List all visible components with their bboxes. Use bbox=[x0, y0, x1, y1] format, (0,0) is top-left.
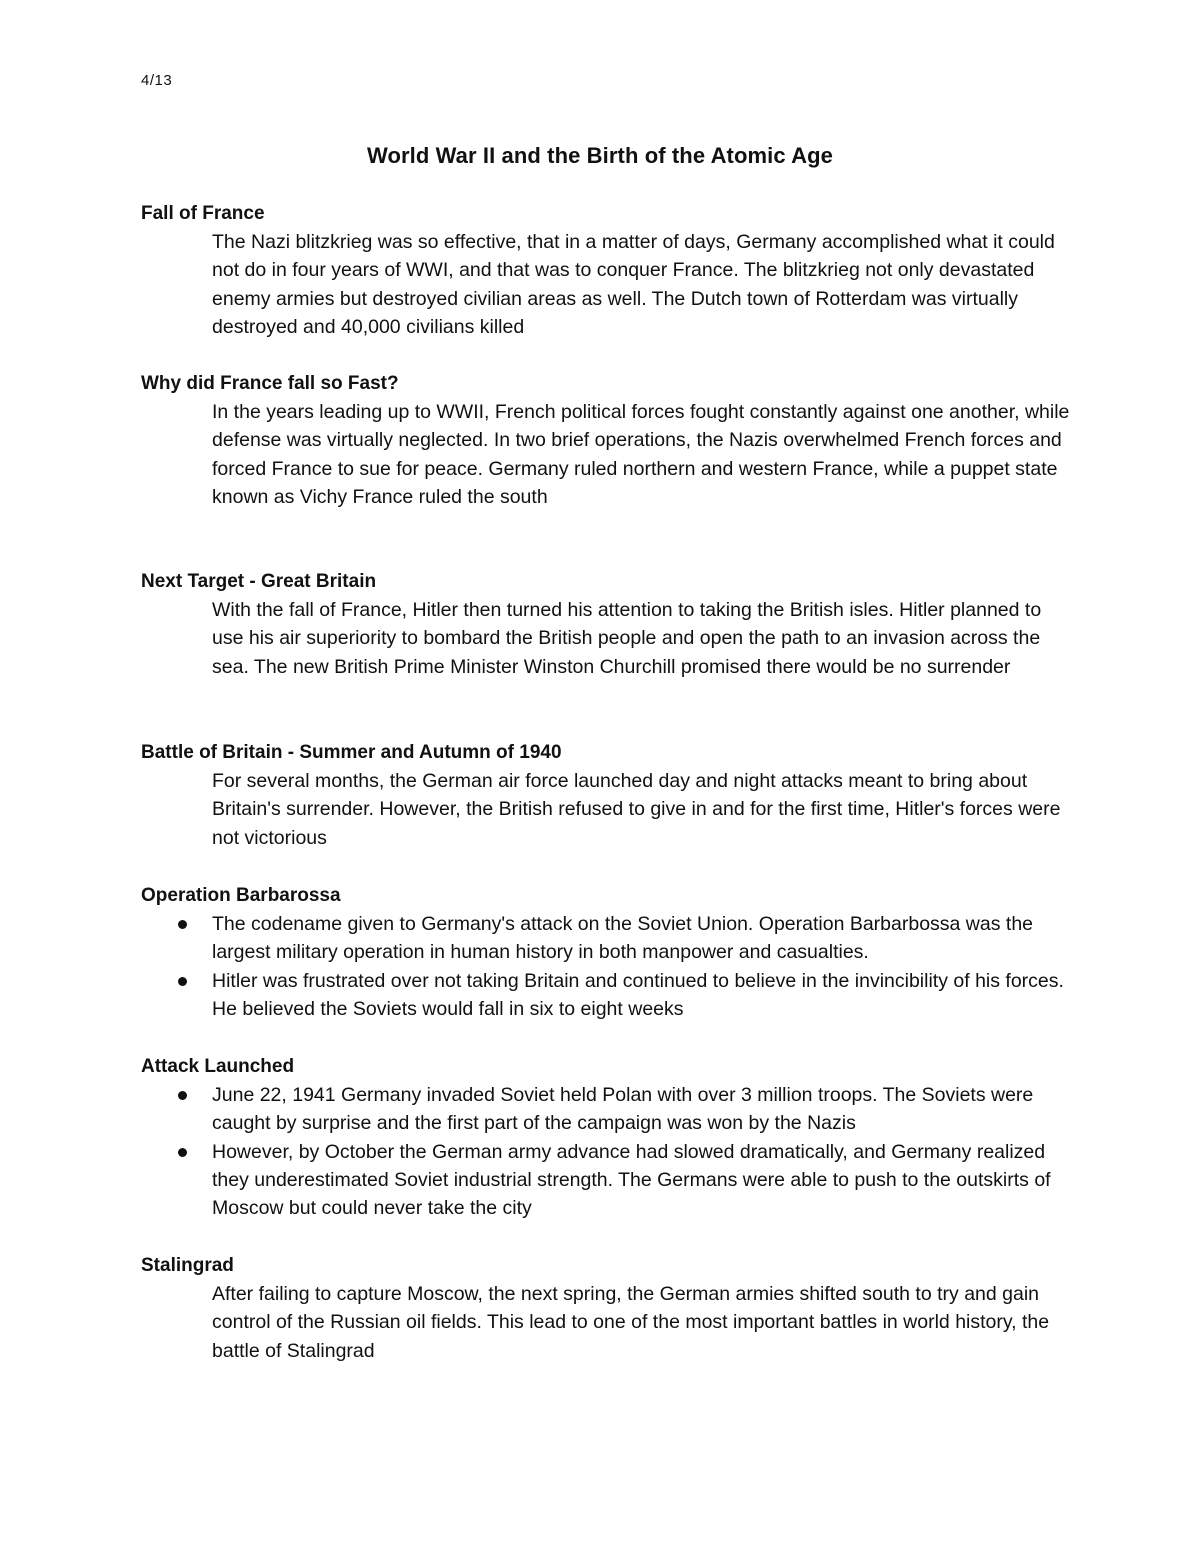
list-item bbox=[212, 1138, 1072, 1223]
section-operation-barbarossa bbox=[141, 882, 1071, 1023]
section-heading: Fall of France bbox=[141, 203, 265, 224]
bullet-list bbox=[141, 910, 1071, 1023]
list-item bbox=[212, 967, 1072, 1024]
section-paragraph: With the fall of France, Hitler then turned his attention to taking the British isles. Hitler planned to use his air superiority to bombard the British people and open the path to an invasion across the sea. The new British Prime Minister Winston Churchill promised there would be no surrender bbox=[212, 599, 1042, 678]
list-item-text: The codename given to Germany's attack on the Soviet Union. Operation Barbarbossa was the largest military operation in human history in both manpower and casualties. bbox=[212, 913, 1034, 964]
section-next-target-great-britain bbox=[141, 568, 1071, 681]
bullet-icon bbox=[178, 1091, 187, 1100]
bullet-list bbox=[141, 1081, 1071, 1222]
bullet-icon bbox=[178, 1148, 187, 1157]
section-heading: Operation Barbarossa bbox=[141, 885, 341, 906]
bullet-icon bbox=[178, 977, 187, 986]
section-heading: Stalingrad bbox=[141, 1255, 234, 1276]
section-heading: Attack Launched bbox=[141, 1056, 295, 1077]
list-item-text: Hitler was frustrated over not taking Britain and continued to believe in the invincibility of his forces. He believed the Soviets would fall in six to eight weeks bbox=[212, 969, 1064, 1020]
section-attack-launched bbox=[141, 1053, 1071, 1222]
section-paragraph: After failing to capture Moscow, the next spring, the German armies shifted south to try and gain control of the Russian oil fields. This lead to one of the most important battles in world history, the battle of Stalingrad bbox=[212, 1283, 1050, 1362]
section-paragraph: In the years leading up to WWII, French political forces fought constantly against one another, while defense was virtually neglected. In two brief operations, the Nazis overwhelmed French forces and forced France to sue for peace. Germany ruled northern and western France, while a puppet state known as Vichy France ruled the south bbox=[212, 401, 1070, 508]
section-heading: Next Target - Great Britain bbox=[141, 571, 377, 592]
document-title: World War II and the Birth of the Atomic Age bbox=[367, 143, 833, 168]
section-heading: Battle of Britain - Summer and Autumn of 1940 bbox=[141, 742, 562, 763]
section-why-france-fell bbox=[141, 370, 1071, 511]
section-paragraph: For several months, the German air force launched day and night attacks meant to bring about Britain's surrender. However, the British refused to give in and for the first time, Hitler's forces were not victorious bbox=[212, 770, 1061, 849]
document-date: 4/13 bbox=[141, 72, 173, 89]
section-heading: Why did France fall so Fast? bbox=[141, 373, 399, 394]
list-item bbox=[212, 910, 1072, 967]
bullet-icon bbox=[178, 920, 187, 929]
list-item bbox=[212, 1081, 1072, 1138]
section-paragraph: The Nazi blitzkrieg was so effective, that in a matter of days, Germany accomplished what it could not do in four years of WWI, and that was to conquer France. The blitzkrieg not only devastated enemy armies but destroyed civilian areas as well. The Dutch town of Rotterdam was virtually destroyed and 40,000 civilians killed bbox=[212, 231, 1055, 338]
list-item-text: However, by October the German army advance had slowed dramatically, and Germany realized they underestimated Soviet industrial strength. The Germans were able to push to the outskirts of Moscow but could never take the city bbox=[212, 1140, 1051, 1220]
section-stalingrad bbox=[141, 1252, 1071, 1365]
list-item-text: June 22, 1941 Germany invaded Soviet held Polan with over 3 million troops. The Soviets were caught by surprise and the first part of the campaign was won by the Nazis bbox=[212, 1084, 1034, 1135]
section-fall-of-france bbox=[141, 200, 1071, 341]
section-battle-of-britain bbox=[141, 739, 1071, 852]
